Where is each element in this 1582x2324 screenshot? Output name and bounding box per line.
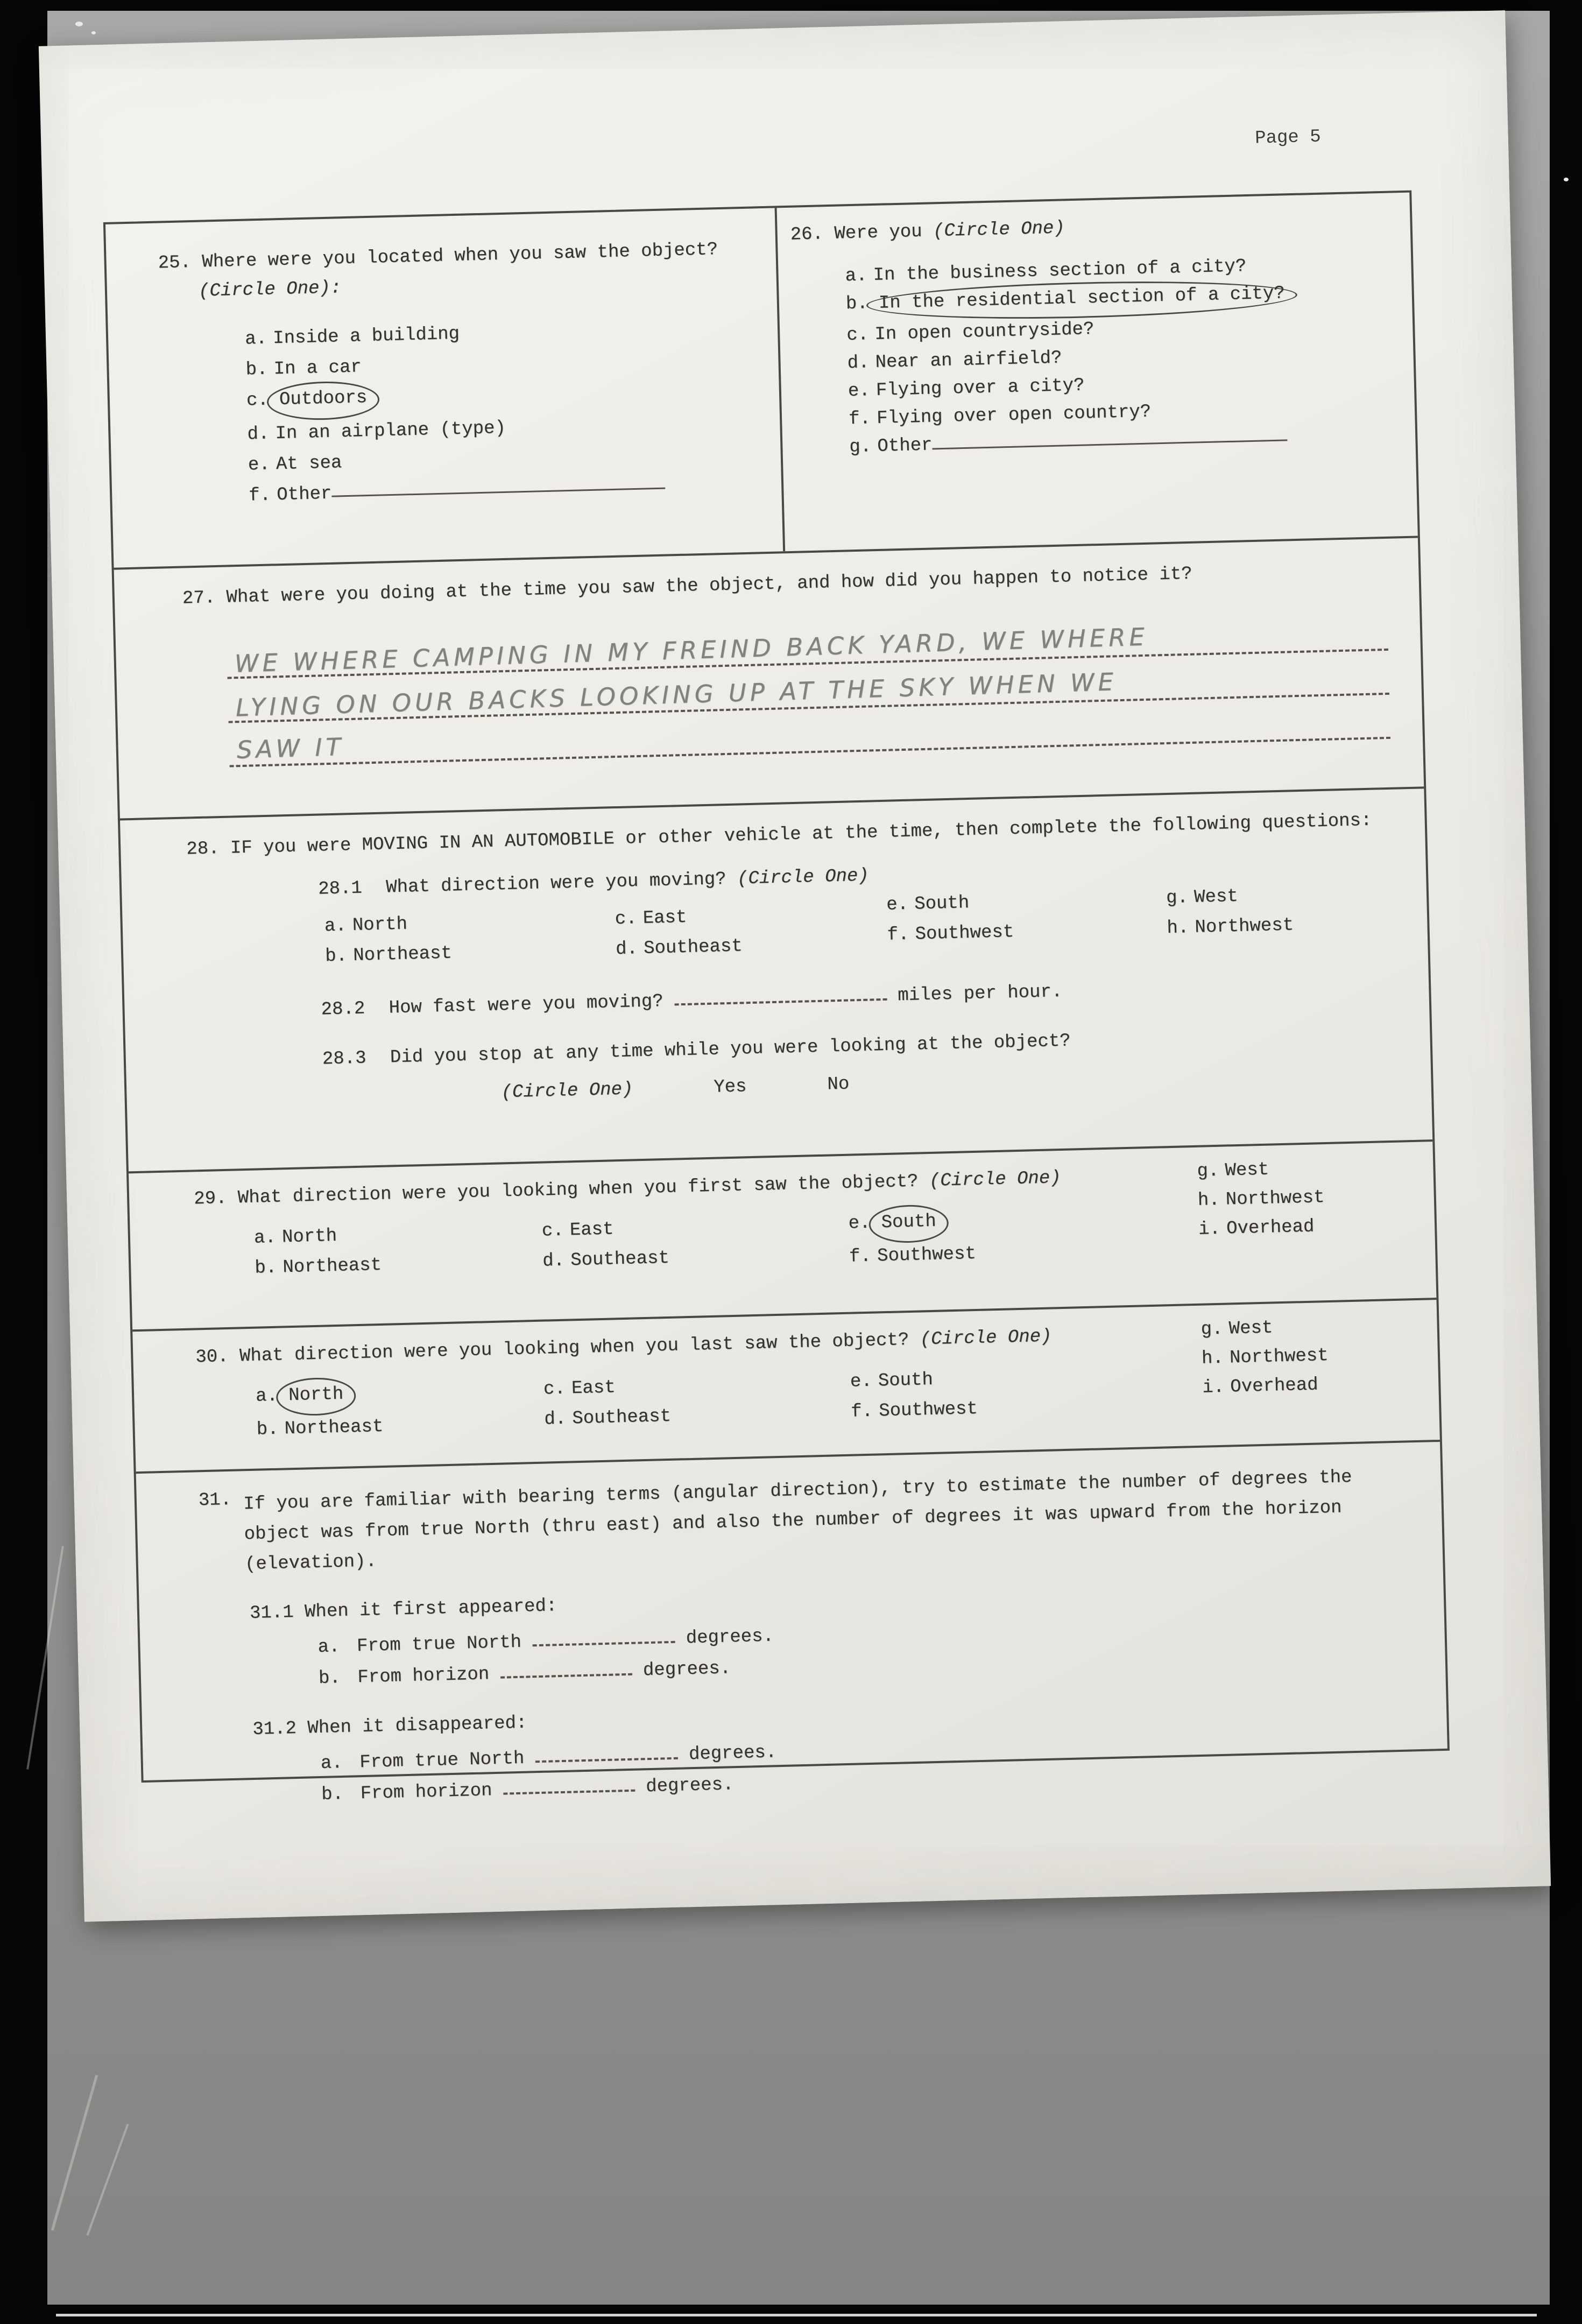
q28-text: IF you were MOVING IN AN AUTOMOBILE or other vehicle at the time, then complete the following questions:: [230, 810, 1372, 859]
option-text: Southeast: [643, 936, 743, 959]
handwritten-answer: SAW IT: [236, 732, 345, 764]
option-letter: f.: [887, 924, 909, 946]
questionnaire-form: [103, 191, 1450, 1805]
q30-instruction: (Circle One): [920, 1326, 1052, 1350]
option-text: East: [642, 907, 687, 929]
direction-column: [256, 1375, 545, 1445]
question-29: [129, 1142, 1436, 1332]
q27-heading: [182, 554, 1403, 613]
q26-heading: [790, 206, 1405, 250]
q28-sub2-text: How fast were you moving?: [389, 991, 664, 1019]
question-31: [136, 1442, 1447, 1805]
question-25: [105, 208, 785, 567]
option-text: Southwest: [878, 1398, 978, 1422]
option-letter: b.: [254, 1257, 277, 1279]
handwritten-answer: WE WHERE CAMPING IN MY FREIND BACK YARD, WE WHERE: [234, 622, 1149, 678]
option-text: Other: [276, 483, 332, 506]
option-text: Overhead: [1226, 1216, 1315, 1240]
speed-blank-line: [674, 982, 887, 1005]
q31-number: 31.: [198, 1489, 232, 1511]
option-text: Northeast: [282, 1255, 382, 1278]
q31-text: If you are familiar with bearing terms (angular direction), try to estimate the number of degrees the object was from true North (thru east) and also the number of degrees it was upward from the horizon (elevation).: [243, 1467, 1352, 1575]
option-letter: e.: [248, 454, 271, 476]
item-suffix: degrees.: [645, 1774, 734, 1798]
circle-annotation: In the residential section of a city?: [866, 277, 1297, 323]
option-text: At sea: [276, 453, 342, 475]
q27-text: What were you doing at the time you saw the object, and how did you happen to notice it?: [226, 564, 1193, 608]
option-letter: g.: [1200, 1319, 1224, 1340]
option-text: In open countryside?: [874, 319, 1094, 346]
question-27: [114, 538, 1424, 820]
option-text: In a car: [273, 357, 362, 380]
option-text: West: [1225, 1159, 1269, 1181]
option-letter: g.: [849, 436, 872, 458]
option-text: East: [569, 1219, 614, 1241]
q30-text: What direction were you looking when you last saw the object?: [239, 1330, 909, 1367]
q26-options: [845, 249, 1410, 461]
option-text: In the business section of a city?: [873, 256, 1247, 286]
option-text: Southeast: [571, 1406, 672, 1429]
q30-option-g: [1200, 1312, 1328, 1344]
dust-speck: [1564, 178, 1569, 181]
direction-column: [615, 898, 888, 964]
q30-number: 30.: [195, 1346, 229, 1368]
q31-sub2-number: 31.2: [252, 1719, 297, 1741]
option-text: Northwest: [1195, 915, 1294, 938]
q28-sub2: [321, 969, 1418, 1025]
option-letter: d.: [615, 939, 638, 960]
option-letter: a.: [320, 1752, 343, 1774]
option-letter: h.: [1197, 1189, 1220, 1211]
dust-speck: [91, 31, 96, 34]
item-text: From true North: [356, 1632, 522, 1657]
option-letter: i.: [1198, 1219, 1221, 1240]
option-text: Northwest: [1229, 1345, 1329, 1369]
q28-option-f: [887, 913, 1167, 950]
film-scratch: [26, 1546, 64, 1769]
item-suffix: degrees.: [686, 1626, 774, 1649]
option-letter: a.: [253, 1227, 277, 1249]
q28-option-b: [325, 934, 616, 971]
option-text: North: [281, 1226, 337, 1248]
option-letter: h.: [1201, 1348, 1224, 1369]
option-text: Inside a building: [272, 323, 460, 349]
item-suffix: degrees.: [642, 1658, 731, 1681]
option-letter: e.: [886, 894, 909, 915]
option-letter: g.: [1197, 1160, 1219, 1182]
q26-instruction: (Circle One): [933, 218, 1065, 242]
direction-column: [848, 1202, 1135, 1272]
circle-annotation: South: [868, 1204, 949, 1244]
q30-option-f: [851, 1390, 1136, 1427]
option-text: South: [878, 1369, 934, 1392]
option-letter: b.: [324, 946, 348, 967]
option-text: Southwest: [915, 922, 1014, 945]
option-letter: c.: [846, 325, 869, 346]
option-text: Flying over open country?: [876, 402, 1152, 429]
option-text: South: [914, 893, 970, 915]
option-letter: a.: [317, 1637, 340, 1658]
degrees-blank-line: [532, 1624, 675, 1646]
q29-option-h: [1197, 1183, 1325, 1215]
q29-number: 29.: [193, 1188, 227, 1210]
direction-column: [850, 1360, 1136, 1431]
option-text: Other: [877, 435, 933, 457]
option-letter: a.: [845, 265, 867, 287]
q30-right-column: [1200, 1312, 1330, 1403]
option-text: Northeast: [352, 943, 453, 967]
q27-answer-area: [227, 607, 1390, 767]
q28-sub1-instruction: (Circle One): [737, 865, 870, 890]
photo-backdrop: [47, 11, 1550, 2305]
item-text: From true North: [359, 1748, 525, 1773]
direction-column: [324, 904, 616, 971]
option-letter: d.: [543, 1409, 567, 1430]
q29-option-i: [1198, 1212, 1326, 1244]
dust-speck: [75, 22, 83, 26]
question-26: [777, 193, 1418, 552]
q28-sub3-number: 28.3: [322, 1048, 367, 1070]
option-letter: d.: [847, 353, 870, 374]
option-letter: f.: [849, 1246, 872, 1267]
q29-option-f: [849, 1235, 1135, 1272]
option-letter: d.: [542, 1250, 565, 1272]
q29-option-b: [255, 1246, 543, 1284]
q25-number: 25.: [158, 252, 192, 274]
no-choice: No: [827, 1074, 850, 1095]
option-text: West: [1193, 886, 1239, 908]
q25-text: Where were you located when you saw the object?: [201, 240, 718, 273]
item-text: From horizon: [357, 1664, 490, 1688]
direction-column: [541, 1209, 850, 1280]
q26-number: 26.: [790, 224, 824, 245]
q30-option-h: [1201, 1341, 1329, 1374]
option-letter: a.: [255, 1385, 278, 1407]
option-text: Northwest: [1225, 1187, 1325, 1210]
q29-text: What direction were you looking when you first saw the object?: [237, 1171, 919, 1209]
q28-sub1-text: What direction were you moving?: [385, 869, 727, 898]
option-letter: e.: [848, 1213, 871, 1234]
degrees-blank-line: [535, 1741, 678, 1763]
option-letter: e.: [850, 1371, 873, 1392]
q25-options: [245, 312, 776, 512]
option-letter: d.: [247, 424, 270, 445]
item-text: From horizon: [360, 1780, 492, 1805]
direction-column: [543, 1367, 851, 1438]
option-letter: a.: [324, 915, 347, 937]
film-scratch: [86, 2124, 129, 2236]
option-letter: b.: [321, 1784, 344, 1805]
option-letter: c.: [543, 1378, 566, 1400]
q25-instruction: (Circle One):: [198, 278, 342, 302]
option-letter: f.: [850, 1401, 873, 1422]
yes-choice: Yes: [713, 1076, 747, 1098]
q31-sub1-text: When it first appeared:: [304, 1596, 557, 1623]
option-letter: e.: [848, 381, 871, 402]
q26-text: Were you: [834, 221, 923, 244]
option-letter: b.: [245, 359, 268, 381]
option-text: East: [571, 1377, 616, 1399]
q28-option-h: [1167, 910, 1294, 943]
q28-sub2-suffix: miles per hour.: [897, 981, 1063, 1006]
degrees-blank-line: [500, 1657, 632, 1679]
question-28: [120, 788, 1432, 1173]
q30-option-b: [256, 1408, 545, 1445]
option-text: In an airplane (type): [275, 418, 506, 445]
option-letter: c.: [541, 1220, 564, 1242]
option-letter: f.: [248, 485, 271, 506]
q30-option-i: [1202, 1370, 1330, 1403]
option-letter: g.: [1166, 888, 1189, 909]
option-text: Overhead: [1230, 1375, 1319, 1398]
circle-annotation: North: [276, 1377, 356, 1417]
q29-right-column: [1197, 1154, 1326, 1244]
page-number: Page 5: [1254, 126, 1322, 149]
option-text: West: [1228, 1318, 1273, 1340]
direction-column: [253, 1216, 543, 1287]
option-text: Flying over a city?: [875, 375, 1085, 401]
q28-option-d: [615, 928, 887, 964]
scanned-page: [39, 10, 1551, 1922]
option-text: Southeast: [570, 1248, 670, 1271]
q31-sub1-number: 31.1: [249, 1602, 294, 1624]
q29-option-g: [1197, 1154, 1324, 1186]
q28-sub1-number: 28.1: [317, 878, 363, 900]
film-scratch: [51, 2075, 98, 2231]
degrees-blank-line: [503, 1773, 635, 1795]
option-letter: i.: [1202, 1377, 1225, 1398]
q28-sub2-number: 28.2: [321, 998, 365, 1020]
option-text: Southwest: [877, 1243, 977, 1267]
option-letter: f.: [848, 409, 871, 430]
q31-heading: [198, 1461, 1421, 1581]
q31-sub2-text: When it disappeared:: [307, 1713, 527, 1739]
q28-sub3-instruction: (Circle One): [501, 1079, 633, 1103]
option-letter: b.: [318, 1668, 341, 1689]
q27-number: 27.: [182, 588, 216, 609]
option-letter: b.: [256, 1419, 279, 1440]
q29-instruction: (Circle One): [929, 1168, 1062, 1192]
film-edge-line: [56, 2314, 1537, 2316]
handwritten-answer: LYING ON OUR BACKS LOOKING UP AT THE SKY WHEN WE: [235, 667, 1118, 722]
q28-option-g: [1166, 880, 1293, 913]
row-q25-q26: [105, 193, 1418, 570]
option-text: North: [352, 914, 408, 936]
option-text: Near an airfield?: [875, 348, 1062, 374]
option-letter: a.: [244, 328, 267, 350]
direction-column: [1166, 880, 1294, 951]
option-letter: h.: [1167, 918, 1189, 939]
option-letter: b.: [845, 293, 868, 315]
option-text: Northeast: [284, 1416, 384, 1440]
circle-annotation: Outdoors: [266, 381, 380, 421]
q28-number: 28.: [186, 839, 220, 860]
q28-sub3-text: Did you stop at any time while you were looking at the object?: [390, 1031, 1071, 1068]
option-letter: c.: [615, 909, 638, 930]
direction-column: [886, 883, 1168, 958]
option-letter: c.: [246, 390, 269, 411]
item-suffix: degrees.: [688, 1742, 777, 1765]
